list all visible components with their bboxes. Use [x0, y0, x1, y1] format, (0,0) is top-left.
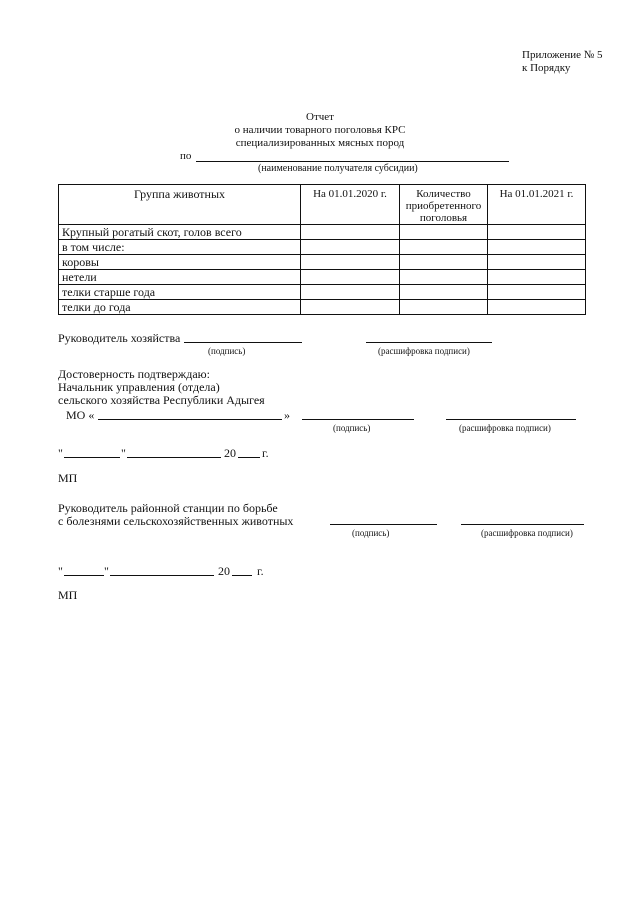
- table-row: [59, 225, 586, 240]
- row-label: нетели: [59, 270, 301, 285]
- cell-purchased[interactable]: [400, 285, 488, 300]
- station-signature-caption: (подпись): [352, 528, 390, 538]
- header-purchased: Количество приобретенного поголовья: [400, 185, 488, 225]
- cell-2020[interactable]: [301, 300, 400, 315]
- header-2020: На 01.01.2020 г.: [301, 185, 400, 225]
- date1-close-quote: ": [121, 446, 126, 460]
- date2-month-line[interactable]: [110, 575, 214, 576]
- mo-name-line[interactable]: [98, 419, 282, 420]
- table-row: [59, 255, 586, 270]
- table-row: [59, 300, 586, 315]
- mo-open-label: МО «: [66, 408, 95, 422]
- date2-open-quote: ": [58, 564, 63, 578]
- po-label: по: [180, 150, 192, 162]
- report-subtitle-2: специализированных мясных пород: [235, 137, 405, 149]
- station-line-2: с болезнями сельскохозяйственных животных: [58, 514, 294, 528]
- recipient-line[interactable]: [196, 161, 509, 162]
- report-subtitle-1: о наличии товарного поголовья КРС: [234, 124, 406, 136]
- head-signature-caption: (подпись): [208, 346, 246, 356]
- cell-2021[interactable]: [488, 240, 586, 255]
- date1-year-prefix: 20: [224, 446, 236, 460]
- row-label: в том числе:: [59, 240, 301, 255]
- date1-day-line[interactable]: [64, 457, 120, 458]
- cell-2021[interactable]: [488, 300, 586, 315]
- cell-2021[interactable]: [488, 285, 586, 300]
- confirm-line-2: Начальник управления (отдела): [58, 380, 220, 394]
- head-signature-line[interactable]: [184, 342, 302, 343]
- date2-year-line[interactable]: [232, 575, 252, 576]
- stamp-place-2: МП: [58, 588, 78, 602]
- station-decoding-caption: (расшифровка подписи): [481, 528, 573, 538]
- cell-purchased[interactable]: [400, 255, 488, 270]
- date2-day-line[interactable]: [64, 575, 104, 576]
- mo-close-label: »: [284, 408, 290, 422]
- head-decoding-line[interactable]: [366, 342, 492, 343]
- confirm-decoding-caption: (расшифровка подписи): [459, 423, 551, 433]
- appendix-line-1: Приложение № 5: [522, 49, 603, 61]
- stamp-place-1: МП: [58, 471, 78, 485]
- row-label: телки старше года: [59, 285, 301, 300]
- header-animal-group: Группа животных: [59, 185, 301, 225]
- station-line-1: Руководитель районной станции по борьбе: [58, 501, 278, 515]
- cell-2020[interactable]: [301, 270, 400, 285]
- appendix-line-2: к Порядку: [522, 62, 571, 74]
- cell-2021[interactable]: [488, 270, 586, 285]
- date1-month-line[interactable]: [127, 457, 221, 458]
- row-label: коровы: [59, 255, 301, 270]
- cell-2020[interactable]: [301, 225, 400, 240]
- cell-2020[interactable]: [301, 285, 400, 300]
- recipient-caption: (наименование получателя субсидии): [258, 163, 418, 174]
- date2-year-suffix: г.: [257, 564, 264, 578]
- table-row: [59, 285, 586, 300]
- cell-2020[interactable]: [301, 240, 400, 255]
- cell-2021[interactable]: [488, 225, 586, 240]
- table-row: [59, 240, 586, 255]
- date2-close-quote: ": [104, 564, 109, 578]
- cell-purchased[interactable]: [400, 270, 488, 285]
- confirm-decoding-line[interactable]: [446, 419, 576, 420]
- table-row: [59, 270, 586, 285]
- cell-2021[interactable]: [488, 255, 586, 270]
- cell-purchased[interactable]: [400, 300, 488, 315]
- cell-2020[interactable]: [301, 255, 400, 270]
- confirm-line-3: сельского хозяйства Республики Адыгея: [58, 393, 265, 407]
- date1-year-line[interactable]: [238, 457, 260, 458]
- table-header-row: [59, 185, 586, 225]
- head-decoding-caption: (расшифровка подписи): [378, 346, 470, 356]
- cell-purchased[interactable]: [400, 240, 488, 255]
- date1-open-quote: ": [58, 446, 63, 460]
- confirm-line-1: Достоверность подтверждаю:: [58, 367, 210, 381]
- row-label: телки до года: [59, 300, 301, 315]
- station-decoding-line[interactable]: [461, 524, 584, 525]
- date2-year-prefix: 20: [218, 564, 230, 578]
- cell-purchased[interactable]: [400, 225, 488, 240]
- appendix-block: [522, 49, 603, 75]
- date1-year-suffix: г.: [262, 446, 269, 460]
- row-label: Крупный рогатый скот, голов всего: [59, 225, 301, 240]
- report-title: Отчет: [306, 111, 334, 123]
- livestock-table: [58, 184, 586, 315]
- confirm-signature-caption: (подпись): [333, 423, 371, 433]
- station-signature-line[interactable]: [330, 524, 437, 525]
- head-of-farm-label: Руководитель хозяйства: [58, 331, 181, 345]
- confirm-signature-line[interactable]: [302, 419, 414, 420]
- header-2021: На 01.01.2021 г.: [488, 185, 586, 225]
